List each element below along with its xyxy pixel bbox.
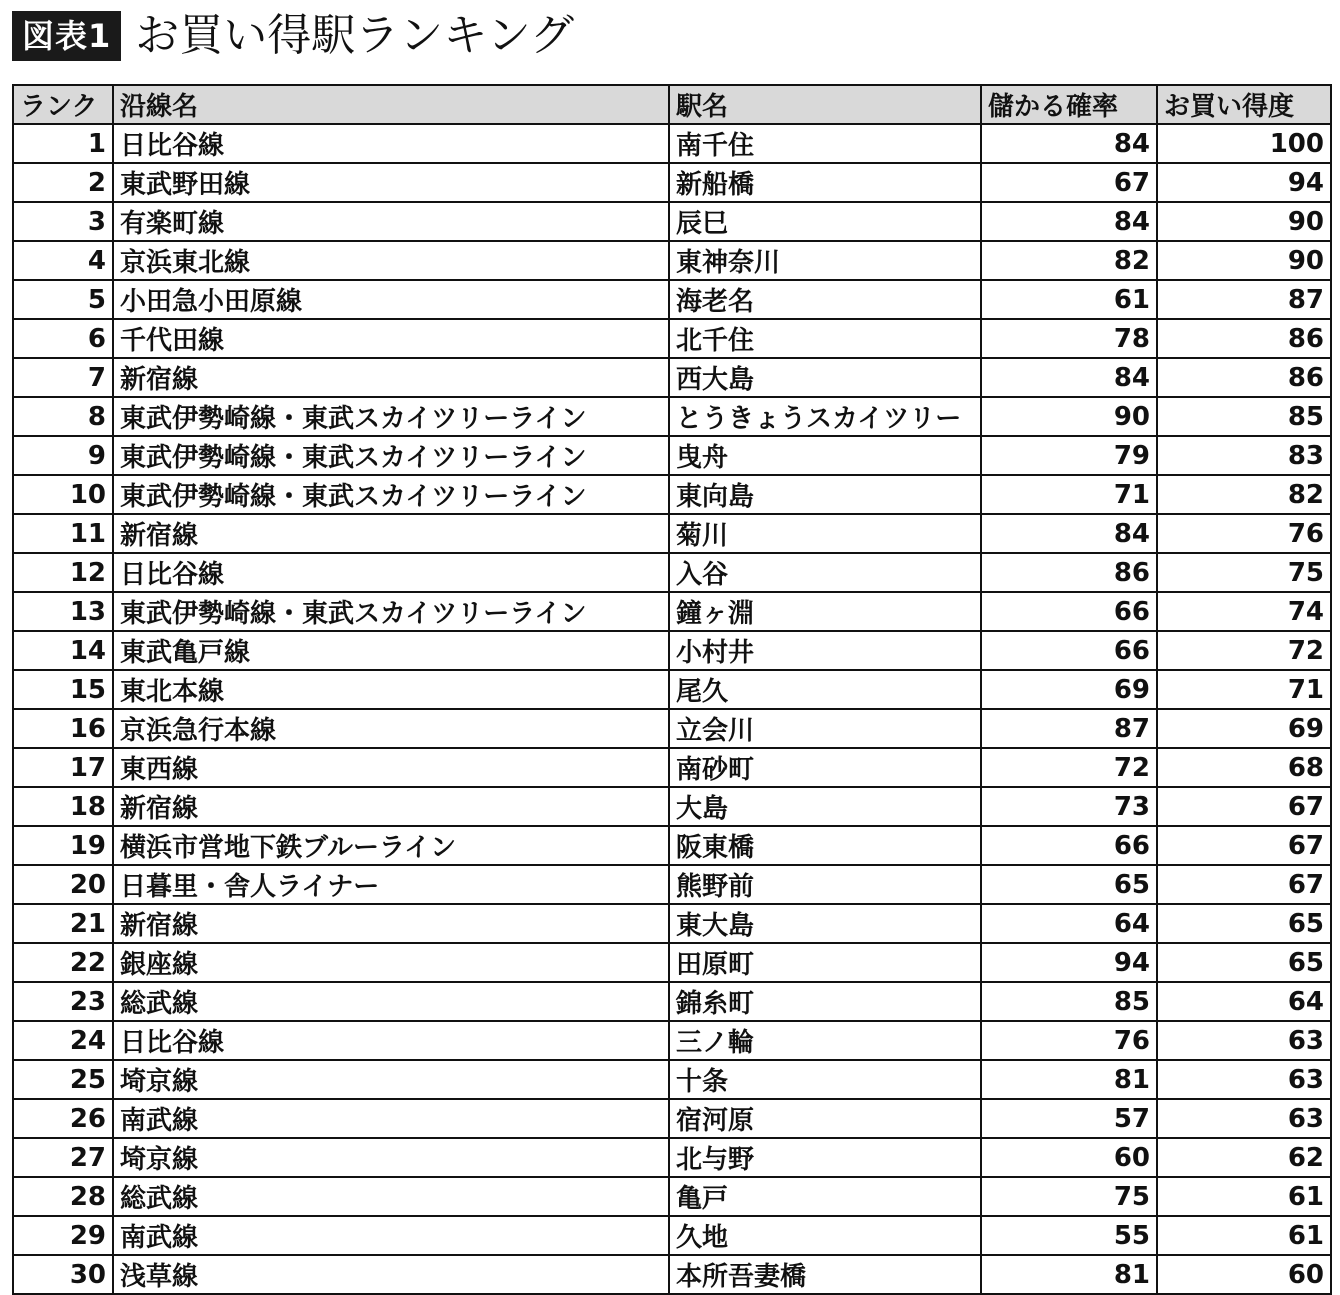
rank-cell: 28 [13, 1177, 113, 1216]
bargain-score-cell: 67 [1157, 865, 1331, 904]
rank-cell: 12 [13, 553, 113, 592]
bargain-score-cell: 85 [1157, 397, 1331, 436]
profit-probability-cell: 61 [981, 280, 1157, 319]
bargain-score-cell: 63 [1157, 1099, 1331, 1138]
station-name-cell: 久地 [669, 1216, 981, 1255]
rank-cell: 27 [13, 1138, 113, 1177]
table-row [13, 514, 1331, 553]
rank-cell: 23 [13, 982, 113, 1021]
rank-cell: 26 [13, 1099, 113, 1138]
rank-cell: 13 [13, 592, 113, 631]
bargain-score-cell: 61 [1157, 1216, 1331, 1255]
station-name-cell: 大島 [669, 787, 981, 826]
table-row [13, 787, 1331, 826]
bargain-score-cell: 86 [1157, 358, 1331, 397]
bargain-score-cell: 63 [1157, 1021, 1331, 1060]
profit-probability-cell: 79 [981, 436, 1157, 475]
table-row [13, 1060, 1331, 1099]
line-name-cell: 南武線 [113, 1216, 669, 1255]
station-name-cell: 鐘ヶ淵 [669, 592, 981, 631]
ranking-table-container [12, 84, 1330, 1295]
profit-probability-cell: 71 [981, 475, 1157, 514]
line-name-cell: 日暮里・舎人ライナー [113, 865, 669, 904]
station-name-cell: 西大島 [669, 358, 981, 397]
table-row [13, 943, 1331, 982]
profit-probability-cell: 69 [981, 670, 1157, 709]
line-name-cell: 総武線 [113, 982, 669, 1021]
table-row [13, 1099, 1331, 1138]
table-header-row [13, 85, 1331, 124]
station-name-cell: 東大島 [669, 904, 981, 943]
rank-cell: 3 [13, 202, 113, 241]
line-name-cell: 千代田線 [113, 319, 669, 358]
table-row [13, 358, 1331, 397]
line-name-cell: 東武伊勢崎線・東武スカイツリーライン [113, 397, 669, 436]
station-name-cell: 東向島 [669, 475, 981, 514]
station-name-cell: 小村井 [669, 631, 981, 670]
rank-cell: 20 [13, 865, 113, 904]
profit-probability-cell: 66 [981, 631, 1157, 670]
line-name-cell: 東武伊勢崎線・東武スカイツリーライン [113, 436, 669, 475]
station-name-cell: 熊野前 [669, 865, 981, 904]
table-row [13, 1138, 1331, 1177]
rank-cell: 19 [13, 826, 113, 865]
bargain-score-cell: 64 [1157, 982, 1331, 1021]
rank-cell: 5 [13, 280, 113, 319]
rank-cell: 10 [13, 475, 113, 514]
line-name-cell: 埼京線 [113, 1138, 669, 1177]
line-name-cell: 埼京線 [113, 1060, 669, 1099]
station-name-cell: 菊川 [669, 514, 981, 553]
rank-cell: 24 [13, 1021, 113, 1060]
line-name-cell: 銀座線 [113, 943, 669, 982]
rank-cell: 6 [13, 319, 113, 358]
table-body [13, 124, 1331, 1294]
line-name-cell: 東北本線 [113, 670, 669, 709]
station-name-cell: 東神奈川 [669, 241, 981, 280]
profit-probability-cell: 73 [981, 787, 1157, 826]
table-row [13, 319, 1331, 358]
line-name-cell: 東武伊勢崎線・東武スカイツリーライン [113, 592, 669, 631]
line-name-cell: 新宿線 [113, 904, 669, 943]
rank-cell: 8 [13, 397, 113, 436]
table-row [13, 280, 1331, 319]
rank-cell: 29 [13, 1216, 113, 1255]
column-header-probability: 儲かる確率 [981, 85, 1157, 124]
station-name-cell: とうきょうスカイツリー [669, 397, 981, 436]
bargain-score-cell: 63 [1157, 1060, 1331, 1099]
station-name-cell: 辰巳 [669, 202, 981, 241]
rank-cell: 21 [13, 904, 113, 943]
column-header-rank: ランク [13, 85, 113, 124]
rank-cell: 25 [13, 1060, 113, 1099]
table-row [13, 241, 1331, 280]
rank-cell: 16 [13, 709, 113, 748]
bargain-score-cell: 87 [1157, 280, 1331, 319]
station-name-cell: 海老名 [669, 280, 981, 319]
profit-probability-cell: 81 [981, 1060, 1157, 1099]
table-row [13, 631, 1331, 670]
bargain-score-cell: 67 [1157, 787, 1331, 826]
table-row [13, 1021, 1331, 1060]
line-name-cell: 有楽町線 [113, 202, 669, 241]
station-name-cell: 尾久 [669, 670, 981, 709]
line-name-cell: 日比谷線 [113, 1021, 669, 1060]
station-name-cell: 入谷 [669, 553, 981, 592]
table-row [13, 1216, 1331, 1255]
station-name-cell: 田原町 [669, 943, 981, 982]
table-row [13, 436, 1331, 475]
station-name-cell: 十条 [669, 1060, 981, 1099]
profit-probability-cell: 84 [981, 514, 1157, 553]
rank-cell: 2 [13, 163, 113, 202]
profit-probability-cell: 55 [981, 1216, 1157, 1255]
table-row [13, 982, 1331, 1021]
profit-probability-cell: 78 [981, 319, 1157, 358]
station-name-cell: 三ノ輪 [669, 1021, 981, 1060]
ranking-table [12, 84, 1332, 1295]
table-row [13, 397, 1331, 436]
rank-cell: 17 [13, 748, 113, 787]
table-row [13, 670, 1331, 709]
table-row [13, 553, 1331, 592]
bargain-score-cell: 60 [1157, 1255, 1331, 1294]
bargain-score-cell: 74 [1157, 592, 1331, 631]
station-name-cell: 錦糸町 [669, 982, 981, 1021]
profit-probability-cell: 90 [981, 397, 1157, 436]
line-name-cell: 京浜東北線 [113, 241, 669, 280]
profit-probability-cell: 60 [981, 1138, 1157, 1177]
line-name-cell: 南武線 [113, 1099, 669, 1138]
profit-probability-cell: 94 [981, 943, 1157, 982]
line-name-cell: 新宿線 [113, 358, 669, 397]
line-name-cell: 東武亀戸線 [113, 631, 669, 670]
station-name-cell: 本所吾妻橋 [669, 1255, 981, 1294]
column-header-station: 駅名 [669, 85, 981, 124]
table-row [13, 1177, 1331, 1216]
column-header-bargain-score: お買い得度 [1157, 85, 1331, 124]
table-row [13, 1255, 1331, 1294]
station-name-cell: 立会川 [669, 709, 981, 748]
bargain-score-cell: 65 [1157, 904, 1331, 943]
profit-probability-cell: 86 [981, 553, 1157, 592]
bargain-score-cell: 71 [1157, 670, 1331, 709]
station-name-cell: 曳舟 [669, 436, 981, 475]
line-name-cell: 日比谷線 [113, 553, 669, 592]
station-name-cell: 新船橋 [669, 163, 981, 202]
profit-probability-cell: 87 [981, 709, 1157, 748]
rank-cell: 22 [13, 943, 113, 982]
bargain-score-cell: 90 [1157, 202, 1331, 241]
rank-cell: 15 [13, 670, 113, 709]
figure-badge: 図表1 [12, 11, 121, 61]
bargain-score-cell: 94 [1157, 163, 1331, 202]
table-row [13, 592, 1331, 631]
bargain-score-cell: 68 [1157, 748, 1331, 787]
line-name-cell: 東武野田線 [113, 163, 669, 202]
rank-cell: 14 [13, 631, 113, 670]
rank-cell: 1 [13, 124, 113, 163]
profit-probability-cell: 57 [981, 1099, 1157, 1138]
profit-probability-cell: 66 [981, 592, 1157, 631]
profit-probability-cell: 66 [981, 826, 1157, 865]
rank-cell: 30 [13, 1255, 113, 1294]
bargain-score-cell: 67 [1157, 826, 1331, 865]
profit-probability-cell: 65 [981, 865, 1157, 904]
line-name-cell: 小田急小田原線 [113, 280, 669, 319]
station-name-cell: 阪東橋 [669, 826, 981, 865]
bargain-score-cell: 82 [1157, 475, 1331, 514]
line-name-cell: 横浜市営地下鉄ブルーライン [113, 826, 669, 865]
profit-probability-cell: 67 [981, 163, 1157, 202]
bargain-score-cell: 90 [1157, 241, 1331, 280]
profit-probability-cell: 72 [981, 748, 1157, 787]
profit-probability-cell: 76 [981, 1021, 1157, 1060]
line-name-cell: 日比谷線 [113, 124, 669, 163]
station-name-cell: 北千住 [669, 319, 981, 358]
table-row [13, 163, 1331, 202]
station-name-cell: 亀戸 [669, 1177, 981, 1216]
station-name-cell: 宿河原 [669, 1099, 981, 1138]
bargain-score-cell: 62 [1157, 1138, 1331, 1177]
profit-probability-cell: 81 [981, 1255, 1157, 1294]
line-name-cell: 浅草線 [113, 1255, 669, 1294]
profit-probability-cell: 64 [981, 904, 1157, 943]
profit-probability-cell: 84 [981, 124, 1157, 163]
bargain-score-cell: 72 [1157, 631, 1331, 670]
bargain-score-cell: 69 [1157, 709, 1331, 748]
table-row [13, 826, 1331, 865]
bargain-score-cell: 75 [1157, 553, 1331, 592]
profit-probability-cell: 85 [981, 982, 1157, 1021]
rank-cell: 9 [13, 436, 113, 475]
table-row [13, 124, 1331, 163]
profit-probability-cell: 84 [981, 358, 1157, 397]
rank-cell: 4 [13, 241, 113, 280]
bargain-score-cell: 61 [1157, 1177, 1331, 1216]
line-name-cell: 東西線 [113, 748, 669, 787]
station-name-cell: 北与野 [669, 1138, 981, 1177]
rank-cell: 7 [13, 358, 113, 397]
bargain-score-cell: 83 [1157, 436, 1331, 475]
page-title: お買い得駅ランキング [135, 10, 574, 61]
station-name-cell: 南千住 [669, 124, 981, 163]
table-row [13, 709, 1331, 748]
table-row [13, 904, 1331, 943]
line-name-cell: 京浜急行本線 [113, 709, 669, 748]
bargain-score-cell: 100 [1157, 124, 1331, 163]
bargain-score-cell: 76 [1157, 514, 1331, 553]
rank-cell: 18 [13, 787, 113, 826]
bargain-score-cell: 86 [1157, 319, 1331, 358]
line-name-cell: 総武線 [113, 1177, 669, 1216]
rank-cell: 11 [13, 514, 113, 553]
profit-probability-cell: 84 [981, 202, 1157, 241]
station-name-cell: 南砂町 [669, 748, 981, 787]
table-row [13, 865, 1331, 904]
table-row [13, 475, 1331, 514]
line-name-cell: 東武伊勢崎線・東武スカイツリーライン [113, 475, 669, 514]
figure-header [12, 8, 574, 64]
profit-probability-cell: 75 [981, 1177, 1157, 1216]
line-name-cell: 新宿線 [113, 787, 669, 826]
bargain-score-cell: 65 [1157, 943, 1331, 982]
column-header-line: 沿線名 [113, 85, 669, 124]
line-name-cell: 新宿線 [113, 514, 669, 553]
table-row [13, 748, 1331, 787]
profit-probability-cell: 82 [981, 241, 1157, 280]
table-row [13, 202, 1331, 241]
